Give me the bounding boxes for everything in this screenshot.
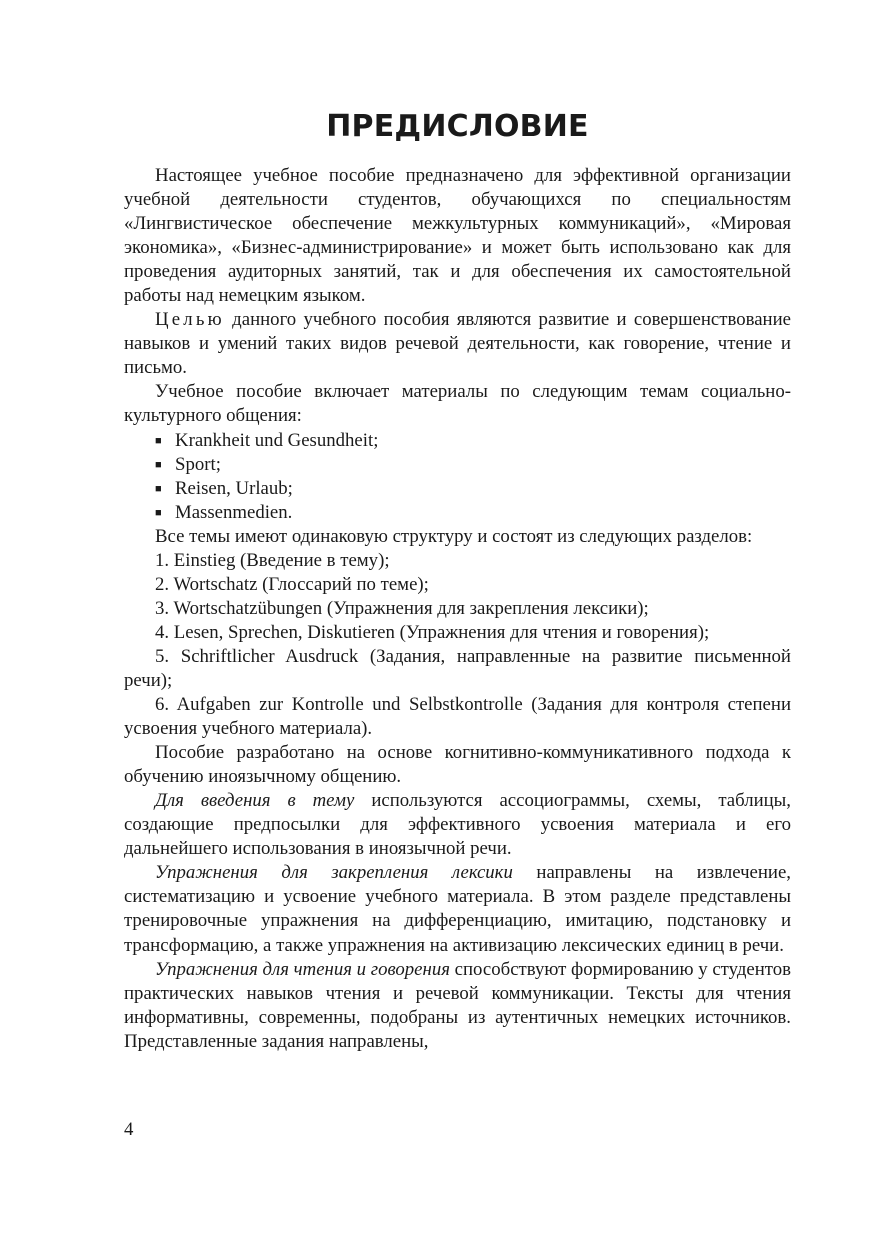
paragraph-approach: Пособие разработано на основе когнитивно-коммуникативного подхода к обучению иноязычному общению. [124,742,791,788]
list-item: 1. Einstieg (Введение в тему); [155,549,390,571]
square-bullet-icon: ■ [155,434,162,447]
paragraph-topics-intro: Учебное пособие включает материалы по следующим темам социально-культурного общения: [124,381,791,427]
paragraph-reading [124,958,791,1054]
reading-text: способствуют формированию у студентов практических навыков чтения и речевой коммуникации. Тексты для чтения информативны, современны, подобраны из аутентичных немецких источников. Представленные задания направлены, [124,958,791,1052]
intro-section-text: используются ассоциограммы, схемы, таблицы, создающие предпосылки для эффективного усвоения материала и его дальнейшего использования в иноязычной речи. [124,790,791,860]
list-item: 6. Aufgaben zur Kontrolle und Selbstkontrolle (Задания для контроля степени усвоения учебного материала). [124,694,792,740]
paragraph-structure-intro: Все темы имеют одинаковую структуру и состоят из следующих разделов: [155,525,753,547]
square-bullet-icon: ■ [155,482,162,495]
topic-label: Reisen, Urlaub; [175,477,293,499]
list-item: 3. Wortschatzübungen (Упражнения для закрепления лексики); [155,597,649,619]
reading-emphasis: Упражнения для чтения и говорения [155,958,450,980]
goal-emphasis: Целью [155,309,225,331]
paragraph-intro: Настоящее учебное пособие предназначено для эффективной организации учебной деятельности студентов, обучающихся по специальностям «Лингвистическое обеспечение межкультурных коммуникаций», «Мировая экономика», «Бизнес-администрирование» и может быть использовано как для проведения аудиторных занятий, так и для обеспечения их самостоятельной работы над немецким языком. [124,165,791,307]
preface-body [124,164,791,1054]
topic-label: Sport; [175,453,221,475]
vocab-text: направлены на извлечение, систематизацию и усвоение учебного материала. В этом разделе представлены тренировочные упражнения на дифференциацию, имитацию, подстановку и трансформацию, а также упражнения на активизацию лексических единиц в речи. [124,862,792,956]
sections-list [124,549,791,741]
list-item: 5. Schriftlicher Ausdruck (Задания, направленные на развитие письменной речи); [124,645,791,691]
square-bullet-icon: ■ [155,458,162,471]
topic-label: Massenmedien. [175,501,293,523]
goal-text: данного учебного пособия являются развитие и совершенствование навыков и умений таких видов речевой деятельности, как говорение, чтение и письмо. [124,309,791,379]
topics-list [124,429,791,525]
paragraph-vocab [124,861,791,957]
square-bullet-icon: ■ [155,506,162,519]
list-item [155,501,791,525]
topic-label: Krankheit und Gesundheit; [175,429,379,451]
list-item [155,453,791,477]
list-item [155,429,791,453]
paragraph-goal [124,308,791,380]
vocab-emphasis: Упражнения для закрепления лексики [155,862,513,884]
page-number: 4 [124,1119,134,1140]
intro-section-emphasis: Для введения в тему [155,790,355,812]
page-title: ПРЕДИСЛОВИЕ [326,109,589,144]
paragraph-intro-section [124,789,791,861]
list-item: 4. Lesen, Sprechen, Diskutieren (Упражнения для чтения и говорения); [155,621,710,643]
page [124,0,791,1054]
list-item [155,477,791,501]
list-item: 2. Wortschatz (Глоссарий по теме); [155,573,429,595]
